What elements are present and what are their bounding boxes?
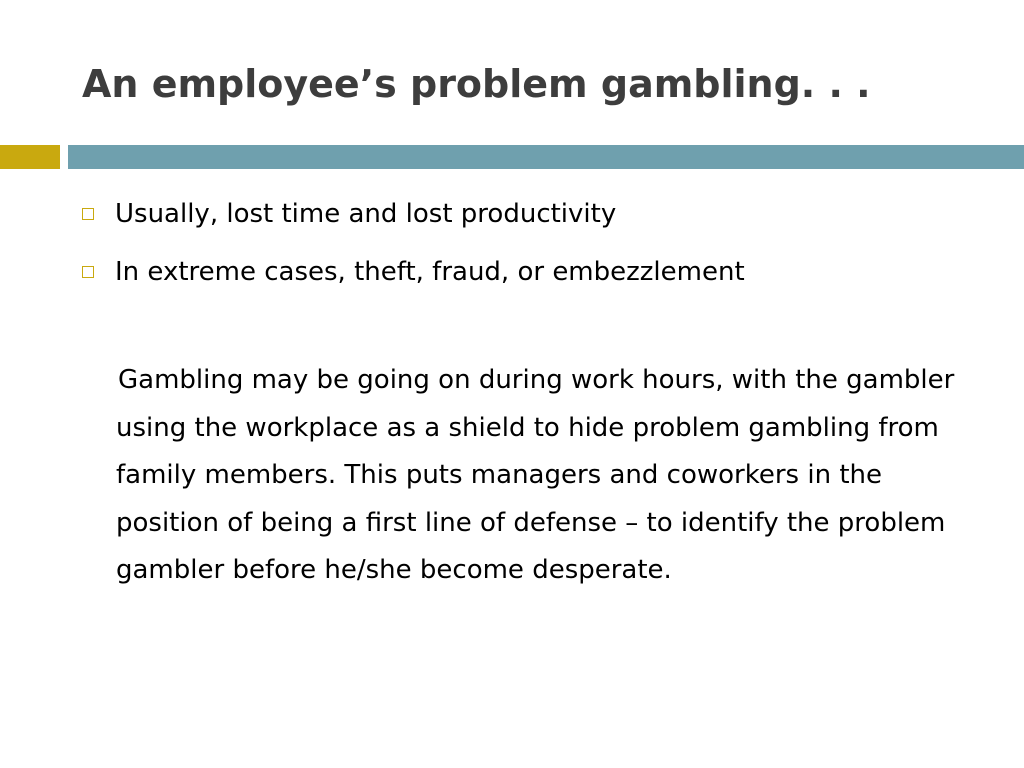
hollow-square-bullet-icon [82, 266, 94, 278]
slide-title: An employee’s problem gambling. . . [82, 62, 871, 106]
bullet-text: In extreme cases, theft, fraud, or embezzlement [115, 257, 745, 287]
bullet-text: Usually, lost time and lost productivity [115, 199, 617, 229]
title-accent-bar [0, 145, 60, 169]
bullet-item [82, 248, 745, 296]
title-divider-bar [68, 145, 1024, 169]
body-paragraph: Gambling may be going on during work hours, with the gambler using the workplace as a shield to hide problem gambling from family members. This puts managers and coworkers in the position of being a first line of defense – to identify the problem gambler before he/she become desperate. [116, 365, 955, 585]
bullet-list [82, 190, 745, 306]
hollow-square-bullet-icon [82, 208, 94, 220]
bullet-item [82, 190, 745, 238]
